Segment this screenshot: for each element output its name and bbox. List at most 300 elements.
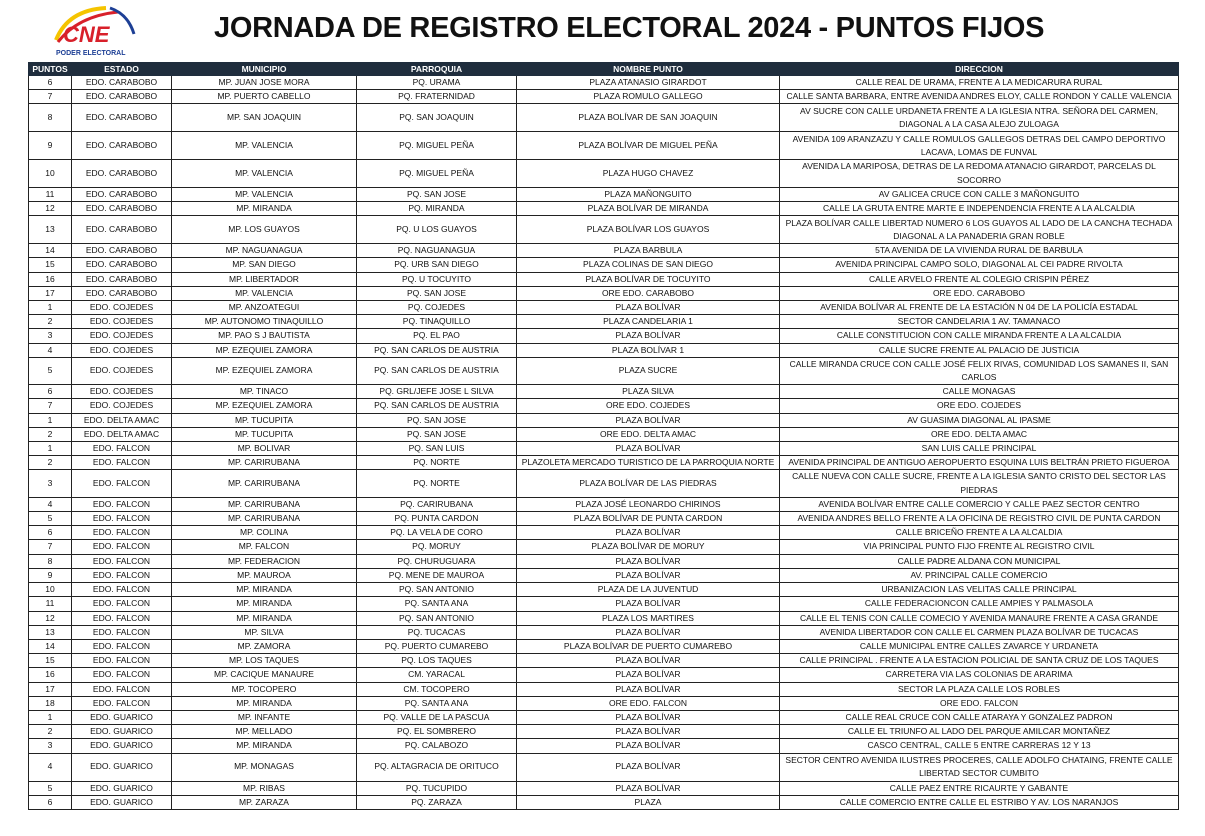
cell-estado: EDO. CARABOBO <box>72 132 172 160</box>
cell-puntos: 3 <box>29 739 72 753</box>
cell-direccion: AVENIDA ANDRES BELLO FRENTE A LA OFICINA DE REGISTRO CIVIL DE PUNTA CARDON <box>780 512 1179 526</box>
cell-direccion: CALLE REAL DE URAMA, FRENTE A LA MEDICARURA RURAL <box>780 76 1179 90</box>
cell-direccion: CALLE PRINCIPAL . FRENTE A LA ESTACION POLICIAL DE SANTA CRUZ DE LOS TAQUES <box>780 654 1179 668</box>
cell-nombre-punto: PLAZA HUGO CHAVEZ <box>517 160 780 187</box>
header-nombre-punto: NOMBRE PUNTO <box>517 63 780 76</box>
cell-nombre-punto: PLAZA DE LA JUVENTUD <box>517 583 780 597</box>
cell-direccion: URBANIZACION LAS VELITAS CALLE PRINCIPAL <box>780 583 1179 597</box>
cell-estado: EDO. FALCON <box>72 639 172 653</box>
table-row <box>29 286 1179 300</box>
cell-municipio: MP. PAO S J BAUTISTA <box>172 329 357 343</box>
cell-direccion: CALLE ARVELO FRENTE AL COLEGIO CRISPIN PÉREZ <box>780 272 1179 286</box>
cell-estado: EDO. FALCON <box>72 442 172 456</box>
cell-nombre-punto: PLAZA LOS MARTIRES <box>517 611 780 625</box>
cell-parroquia: PQ. EL SOMBRERO <box>357 725 517 739</box>
cell-parroquia: PQ. MIGUEL PEÑA <box>357 132 517 160</box>
cell-parroquia: PQ. GRL/JEFE JOSE L SILVA <box>357 385 517 399</box>
cell-direccion: AV GUASIMA DIAGONAL AL IPASME <box>780 413 1179 427</box>
cell-municipio: MP. TINACO <box>172 385 357 399</box>
cell-puntos: 4 <box>29 343 72 357</box>
cell-direccion: CALLE MUNICIPAL ENTRE CALLES ZAVARCE Y URDANETA <box>780 639 1179 653</box>
cell-municipio: MP. EZEQUIEL ZAMORA <box>172 399 357 413</box>
cell-estado: EDO. CARABOBO <box>72 90 172 104</box>
cell-puntos: 11 <box>29 187 72 201</box>
cell-parroquia: PQ. CHURUGUARA <box>357 554 517 568</box>
table-body <box>29 76 1179 810</box>
cell-municipio: MP. FEDERACION <box>172 554 357 568</box>
cell-estado: EDO. FALCON <box>72 668 172 682</box>
table-row <box>29 132 1179 160</box>
cell-parroquia: PQ. PUNTA CARDON <box>357 512 517 526</box>
cell-puntos: 17 <box>29 286 72 300</box>
cell-direccion: CALLE NUEVA CON CALLE SUCRE, FRENTE A LA IGLESIA SANTO CRISTO DEL SECTOR LAS PIEDRAS <box>780 470 1179 497</box>
cell-direccion: SECTOR CENTRO AVENIDA ILUSTRES PROCERES, CALLE ADOLFO CHATAING, FRENTE CALLE LIBERTAD SECTOR CUMBITO <box>780 753 1179 781</box>
cell-parroquia: PQ. ZARAZA <box>357 795 517 809</box>
cell-parroquia: PQ. CARIRUBANA <box>357 497 517 511</box>
cell-municipio: MP. LOS TAQUES <box>172 654 357 668</box>
cell-nombre-punto: PLAZA SILVA <box>517 385 780 399</box>
cell-municipio: MP. MONAGAS <box>172 753 357 781</box>
table-row <box>29 795 1179 809</box>
cell-estado: EDO. CARABOBO <box>72 216 172 244</box>
cell-estado: EDO. CARABOBO <box>72 160 172 187</box>
table-row <box>29 187 1179 201</box>
table-row <box>29 512 1179 526</box>
table-row <box>29 272 1179 286</box>
table-header-row <box>29 63 1179 76</box>
cell-municipio: MP. CARIRUBANA <box>172 512 357 526</box>
table-row <box>29 710 1179 724</box>
cell-puntos: 15 <box>29 654 72 668</box>
cell-parroquia: PQ. NAGUANAGUA <box>357 244 517 258</box>
cne-logo <box>48 4 138 58</box>
cell-estado: EDO. FALCON <box>72 540 172 554</box>
cell-estado: EDO. COJEDES <box>72 301 172 315</box>
cell-parroquia: PQ. FRATERNIDAD <box>357 90 517 104</box>
cell-nombre-punto: PLAZA BOLÍVAR <box>517 413 780 427</box>
cell-estado: EDO. FALCON <box>72 654 172 668</box>
table-row <box>29 315 1179 329</box>
cell-parroquia: PQ. CALABOZO <box>357 739 517 753</box>
table-row <box>29 357 1179 384</box>
cell-direccion: CARRETERA VIA LAS COLONIAS DE ARARIMA <box>780 668 1179 682</box>
cell-puntos: 8 <box>29 104 72 132</box>
table-row <box>29 597 1179 611</box>
cell-direccion: CALLE CONSTITUCION CON CALLE MIRANDA FRENTE A LA ALCALDIA <box>780 329 1179 343</box>
cell-municipio: MP. MIRANDA <box>172 739 357 753</box>
cell-estado: EDO. GUARICO <box>72 725 172 739</box>
cell-direccion: AVENIDA BOLÍVAR ENTRE CALLE COMERCIO Y CALLE PAEZ SECTOR CENTRO <box>780 497 1179 511</box>
cell-municipio: MP. CARIRUBANA <box>172 456 357 470</box>
cell-direccion: CASCO CENTRAL, CALLE 5 ENTRE CARRERAS 12 Y 13 <box>780 739 1179 753</box>
table-row <box>29 385 1179 399</box>
cell-parroquia: PQ. ALTAGRACIA DE ORITUCO <box>357 753 517 781</box>
cell-direccion: AV GALICEA CRUCE CON CALLE 3 MAÑONGUITO <box>780 187 1179 201</box>
cell-puntos: 4 <box>29 753 72 781</box>
cell-nombre-punto: PLAZA <box>517 795 780 809</box>
table-row <box>29 583 1179 597</box>
cell-parroquia: PQ. SANTA ANA <box>357 696 517 710</box>
cell-estado: EDO. GUARICO <box>72 739 172 753</box>
table-row <box>29 625 1179 639</box>
cell-municipio: MP. ZAMORA <box>172 639 357 653</box>
cell-nombre-punto: PLAZA CANDELARIA 1 <box>517 315 780 329</box>
header-parroquia: PARROQUIA <box>357 63 517 76</box>
table-row <box>29 244 1179 258</box>
cell-nombre-punto: PLAZA BOLÍVAR <box>517 526 780 540</box>
table-row <box>29 301 1179 315</box>
cell-puntos: 7 <box>29 399 72 413</box>
cell-municipio: MP. VALENCIA <box>172 132 357 160</box>
cell-municipio: MP. RIBAS <box>172 781 357 795</box>
cell-direccion: VIA PRINCIPAL PUNTO FIJO FRENTE AL REGISTRO CIVIL <box>780 540 1179 554</box>
cell-estado: EDO. GUARICO <box>72 753 172 781</box>
cell-direccion: 5TA AVENIDA DE LA VIVIENDA RURAL DE BARBULA <box>780 244 1179 258</box>
cell-puntos: 3 <box>29 470 72 497</box>
table-row <box>29 258 1179 272</box>
cell-direccion: CALLE MONAGAS <box>780 385 1179 399</box>
cell-estado: EDO. COJEDES <box>72 385 172 399</box>
cell-parroquia: PQ. TINAQUILLO <box>357 315 517 329</box>
cell-nombre-punto: PLAZA BOLÍVAR DE MORUY <box>517 540 780 554</box>
table-row <box>29 442 1179 456</box>
cell-puntos: 11 <box>29 597 72 611</box>
cell-parroquia: PQ. LOS TAQUES <box>357 654 517 668</box>
table-row <box>29 639 1179 653</box>
cell-direccion: CALLE FEDERACIONCON CALLE AMPIES Y PALMASOLA <box>780 597 1179 611</box>
cell-municipio: MP. FALCON <box>172 540 357 554</box>
table-row <box>29 682 1179 696</box>
cell-estado: EDO. FALCON <box>72 470 172 497</box>
cell-puntos: 15 <box>29 258 72 272</box>
cell-direccion: CALLE MIRANDA CRUCE CON CALLE JOSÉ FELIX RIVAS, COMUNIDAD LOS SAMANES II, SAN CARLOS <box>780 357 1179 384</box>
cell-municipio: MP. ANZOATEGUI <box>172 301 357 315</box>
table-row <box>29 90 1179 104</box>
cell-puntos: 17 <box>29 682 72 696</box>
table-row <box>29 654 1179 668</box>
header-puntos: PUNTOS <box>29 63 72 76</box>
cell-parroquia: PQ. PUERTO CUMAREBO <box>357 639 517 653</box>
cell-municipio: MP. MIRANDA <box>172 597 357 611</box>
cell-estado: EDO. FALCON <box>72 526 172 540</box>
cell-estado: EDO. COJEDES <box>72 357 172 384</box>
cell-estado: EDO. FALCON <box>72 554 172 568</box>
cell-direccion: PLAZA BOLÍVAR CALLE LIBERTAD NUMERO 6 LOS GUAYOS AL LADO DE LA CANCHA TECHADA DIAGONAL A LA PANADERIA GRAN ROBLE <box>780 216 1179 244</box>
cell-municipio: MP. JUAN JOSE MORA <box>172 76 357 90</box>
cell-nombre-punto: PLAZOLETA MERCADO TURISTICO DE LA PARROQUIA NORTE <box>517 456 780 470</box>
cell-nombre-punto: ORE EDO. FALCON <box>517 696 780 710</box>
cell-direccion: AVENIDA LIBERTADOR CON CALLE EL CARMEN PLAZA BOLÍVAR DE TUCACAS <box>780 625 1179 639</box>
cell-direccion: CALLE SUCRE FRENTE AL PALACIO DE JUSTICIA <box>780 343 1179 357</box>
cell-estado: EDO. FALCON <box>72 696 172 710</box>
cell-direccion: CALLE SANTA BARBARA, ENTRE AVENIDA ANDRES ELOY, CALLE RONDON Y CALLE VALENCIA <box>780 90 1179 104</box>
cell-nombre-punto: ORE EDO. CARABOBO <box>517 286 780 300</box>
cell-puntos: 12 <box>29 202 72 216</box>
cell-direccion: AVENIDA 109 ARANZAZU Y CALLE ROMULOS GALLEGOS DETRAS DEL CAMPO DEPORTIVO LACAVA, LOMAS DE FUNVAL <box>780 132 1179 160</box>
cell-direccion: AVENIDA LA MARIPOSA, DETRAS DE LA REDOMA ATANACIO GIRARDOT, PARCELAS DL SOCORRO <box>780 160 1179 187</box>
puntos-table <box>28 62 1179 810</box>
cell-puntos: 6 <box>29 385 72 399</box>
table-row <box>29 343 1179 357</box>
cell-municipio: MP. PUERTO CABELLO <box>172 90 357 104</box>
cell-nombre-punto: PLAZA BOLÍVAR <box>517 654 780 668</box>
cell-puntos: 14 <box>29 244 72 258</box>
table-row <box>29 668 1179 682</box>
table-row <box>29 526 1179 540</box>
cell-estado: EDO. FALCON <box>72 611 172 625</box>
cell-nombre-punto: PLAZA BOLÍVAR <box>517 301 780 315</box>
cell-nombre-punto: PLAZA BOLÍVAR <box>517 597 780 611</box>
cell-direccion: CALLE EL TENIS CON CALLE COMECIO Y AVENIDA MANAURE FRENTE A CASA GRANDE <box>780 611 1179 625</box>
cell-puntos: 18 <box>29 696 72 710</box>
cell-estado: EDO. FALCON <box>72 568 172 582</box>
cell-nombre-punto: PLAZA BOLÍVAR DE PUNTA CARDON <box>517 512 780 526</box>
cell-direccion: AVENIDA PRINCIPAL CAMPO SOLO, DIAGONAL AL CEI PADRE RIVOLTA <box>780 258 1179 272</box>
cell-puntos: 5 <box>29 357 72 384</box>
cell-estado: EDO. COJEDES <box>72 329 172 343</box>
cell-nombre-punto: PLAZA BOLÍVAR <box>517 554 780 568</box>
cell-puntos: 12 <box>29 611 72 625</box>
cell-estado: EDO. DELTA AMAC <box>72 413 172 427</box>
page-header <box>0 0 1205 60</box>
cell-parroquia: PQ. SAN ANTONIO <box>357 583 517 597</box>
cell-municipio: MP. COLINA <box>172 526 357 540</box>
cell-parroquia: PQ. SANTA ANA <box>357 597 517 611</box>
cell-puntos: 7 <box>29 90 72 104</box>
cell-direccion: CALLE PAEZ ENTRE RICAURTE Y GABANTE <box>780 781 1179 795</box>
cell-nombre-punto: PLAZA BOLÍVAR <box>517 442 780 456</box>
cell-parroquia: PQ. SAN CARLOS DE AUSTRIA <box>357 357 517 384</box>
header-municipio: MUNICIPIO <box>172 63 357 76</box>
cell-nombre-punto: PLAZA BOLÍVAR <box>517 753 780 781</box>
cell-parroquia: PQ. EL PAO <box>357 329 517 343</box>
cell-nombre-punto: PLAZA BARBULA <box>517 244 780 258</box>
cell-parroquia: PQ. U LOS GUAYOS <box>357 216 517 244</box>
cell-estado: EDO. CARABOBO <box>72 187 172 201</box>
cell-estado: EDO. CARABOBO <box>72 272 172 286</box>
cell-puntos: 9 <box>29 568 72 582</box>
table-row <box>29 540 1179 554</box>
cell-municipio: MP. CARIRUBANA <box>172 470 357 497</box>
cell-estado: EDO. GUARICO <box>72 710 172 724</box>
table-row <box>29 427 1179 441</box>
cell-municipio: MP. MELLADO <box>172 725 357 739</box>
cell-parroquia: PQ. TUCUPIDO <box>357 781 517 795</box>
cell-nombre-punto: PLAZA BOLÍVAR 1 <box>517 343 780 357</box>
cell-municipio: MP. SILVA <box>172 625 357 639</box>
cell-municipio: MP. VALENCIA <box>172 187 357 201</box>
cell-estado: EDO. FALCON <box>72 583 172 597</box>
cell-municipio: MP. SAN JOAQUIN <box>172 104 357 132</box>
cell-puntos: 16 <box>29 668 72 682</box>
cell-direccion: CALLE REAL CRUCE CON CALLE ATARAYA Y GONZALEZ PADRON <box>780 710 1179 724</box>
cell-municipio: MP. ZARAZA <box>172 795 357 809</box>
table-row <box>29 725 1179 739</box>
cell-direccion: ORE EDO. CARABOBO <box>780 286 1179 300</box>
cell-nombre-punto: PLAZA BOLÍVAR DE MIGUEL PEÑA <box>517 132 780 160</box>
cell-municipio: MP. SAN DIEGO <box>172 258 357 272</box>
cell-estado: EDO. CARABOBO <box>72 104 172 132</box>
table-row <box>29 696 1179 710</box>
cell-municipio: MP. LOS GUAYOS <box>172 216 357 244</box>
cell-municipio: MP. VALENCIA <box>172 286 357 300</box>
cell-puntos: 7 <box>29 540 72 554</box>
cell-puntos: 1 <box>29 301 72 315</box>
logo-text: CNE <box>63 22 110 47</box>
cell-puntos: 2 <box>29 315 72 329</box>
cell-parroquia: PQ. NORTE <box>357 470 517 497</box>
table-row <box>29 739 1179 753</box>
cell-nombre-punto: PLAZA ROMULO GALLEGO <box>517 90 780 104</box>
cell-municipio: MP. MIRANDA <box>172 583 357 597</box>
cell-parroquia: PQ. LA VELA DE CORO <box>357 526 517 540</box>
cell-nombre-punto: PLAZA BOLÍVAR <box>517 725 780 739</box>
cell-parroquia: PQ. SAN CARLOS DE AUSTRIA <box>357 343 517 357</box>
cell-direccion: AVENIDA PRINCIPAL DE ANTIGUO AEROPUERTO ESQUINA LUIS BELTRÁN PRIETO FIGUEROA <box>780 456 1179 470</box>
cell-puntos: 2 <box>29 725 72 739</box>
cell-parroquia: PQ. URB SAN DIEGO <box>357 258 517 272</box>
cell-municipio: MP. TOCOPERO <box>172 682 357 696</box>
cell-nombre-punto: PLAZA MAÑONGUITO <box>517 187 780 201</box>
logo-subtext: PODER ELECTORAL <box>56 50 126 57</box>
cell-direccion: ORE EDO. DELTA AMAC <box>780 427 1179 441</box>
cell-puntos: 4 <box>29 497 72 511</box>
table-row <box>29 753 1179 781</box>
cell-nombre-punto: PLAZA BOLÍVAR <box>517 781 780 795</box>
cell-municipio: MP. MIRANDA <box>172 611 357 625</box>
header-direccion: DIRECCION <box>780 63 1179 76</box>
cell-municipio: MP. CACIQUE MANAURE <box>172 668 357 682</box>
cell-puntos: 8 <box>29 554 72 568</box>
cell-direccion: AVENIDA BOLÍVAR AL FRENTE DE LA ESTACIÓN N 04 DE LA POLICÍA ESTADAL <box>780 301 1179 315</box>
cell-estado: EDO. FALCON <box>72 456 172 470</box>
cell-puntos: 9 <box>29 132 72 160</box>
cell-puntos: 6 <box>29 76 72 90</box>
cell-parroquia: PQ. SAN JOSE <box>357 427 517 441</box>
cell-estado: EDO. GUARICO <box>72 795 172 809</box>
cell-estado: EDO. DELTA AMAC <box>72 427 172 441</box>
cell-parroquia: PQ. SAN JOSE <box>357 286 517 300</box>
cell-estado: EDO. COJEDES <box>72 315 172 329</box>
cell-nombre-punto: PLAZA BOLÍVAR DE MIRANDA <box>517 202 780 216</box>
cell-direccion: ORE EDO. FALCON <box>780 696 1179 710</box>
cell-direccion: CALLE LA GRUTA ENTRE MARTE E INDEPENDENCIA FRENTE A LA ALCALDIA <box>780 202 1179 216</box>
table-row <box>29 104 1179 132</box>
cell-estado: EDO. FALCON <box>72 625 172 639</box>
cell-puntos: 1 <box>29 442 72 456</box>
cell-estado: EDO. CARABOBO <box>72 202 172 216</box>
cell-parroquia: PQ. SAN LUIS <box>357 442 517 456</box>
cell-municipio: MP. AUTONOMO TINAQUILLO <box>172 315 357 329</box>
cell-puntos: 6 <box>29 526 72 540</box>
cell-nombre-punto: PLAZA ATANASIO GIRARDOT <box>517 76 780 90</box>
cell-puntos: 1 <box>29 413 72 427</box>
cell-puntos: 2 <box>29 456 72 470</box>
cell-nombre-punto: PLAZA BOLÍVAR <box>517 668 780 682</box>
cell-parroquia: PQ. SAN JOSE <box>357 187 517 201</box>
cell-puntos: 13 <box>29 216 72 244</box>
cell-estado: EDO. FALCON <box>72 497 172 511</box>
cell-parroquia: PQ. COJEDES <box>357 301 517 315</box>
cell-nombre-punto: PLAZA BOLÍVAR <box>517 329 780 343</box>
cell-municipio: MP. MIRANDA <box>172 202 357 216</box>
cell-municipio: MP. MIRANDA <box>172 696 357 710</box>
table-row <box>29 76 1179 90</box>
cell-nombre-punto: PLAZA BOLÍVAR <box>517 682 780 696</box>
table-row <box>29 568 1179 582</box>
table-row <box>29 470 1179 497</box>
cell-municipio: MP. VALENCIA <box>172 160 357 187</box>
cell-municipio: MP. TUCUPITA <box>172 427 357 441</box>
cell-parroquia: PQ. SAN JOAQUIN <box>357 104 517 132</box>
cell-estado: EDO. CARABOBO <box>72 244 172 258</box>
cell-estado: EDO. COJEDES <box>72 343 172 357</box>
cell-puntos: 1 <box>29 710 72 724</box>
cell-estado: EDO. CARABOBO <box>72 76 172 90</box>
cell-direccion: SAN LUIS CALLE PRINCIPAL <box>780 442 1179 456</box>
cell-estado: EDO. FALCON <box>72 512 172 526</box>
cell-direccion: CALLE EL TRIUNFO AL LADO DEL PARQUE AMILCAR MONTAÑEZ <box>780 725 1179 739</box>
cell-parroquia: PQ. U TOCUYITO <box>357 272 517 286</box>
cell-puntos: 13 <box>29 625 72 639</box>
cell-parroquia: PQ. URAMA <box>357 76 517 90</box>
cell-nombre-punto: PLAZA BOLÍVAR DE LAS PIEDRAS <box>517 470 780 497</box>
cell-direccion: AV SUCRE CON CALLE URDANETA FRENTE A LA IGLESIA NTRA. SEÑORA DEL CARMEN, DIAGONAL A LA CASA ALEJO ZULOAGA <box>780 104 1179 132</box>
cell-estado: EDO. GUARICO <box>72 781 172 795</box>
cell-nombre-punto: PLAZA COLINAS DE SAN DIEGO <box>517 258 780 272</box>
cell-puntos: 10 <box>29 160 72 187</box>
cell-parroquia: PQ. MIGUEL PEÑA <box>357 160 517 187</box>
cell-municipio: MP. INFANTE <box>172 710 357 724</box>
header-estado: ESTADO <box>72 63 172 76</box>
cell-estado: EDO. CARABOBO <box>72 286 172 300</box>
cell-puntos: 2 <box>29 427 72 441</box>
cell-municipio: MP. LIBERTADOR <box>172 272 357 286</box>
cell-parroquia: CM. YARACAL <box>357 668 517 682</box>
cell-direccion: SECTOR CANDELARIA 1 AV. TAMANACO <box>780 315 1179 329</box>
cell-nombre-punto: PLAZA BOLÍVAR DE SAN JOAQUIN <box>517 104 780 132</box>
cell-nombre-punto: PLAZA JOSÉ LEONARDO CHIRINOS <box>517 497 780 511</box>
table-row <box>29 202 1179 216</box>
table-row <box>29 611 1179 625</box>
cell-parroquia: CM. TOCOPERO <box>357 682 517 696</box>
cell-municipio: MP. NAGUANAGUA <box>172 244 357 258</box>
cell-parroquia: PQ. SAN CARLOS DE AUSTRIA <box>357 399 517 413</box>
cell-municipio: MP. TUCUPITA <box>172 413 357 427</box>
cell-parroquia: PQ. SAN ANTONIO <box>357 611 517 625</box>
cell-direccion: SECTOR LA PLAZA CALLE LOS ROBLES <box>780 682 1179 696</box>
cell-parroquia: PQ. MIRANDA <box>357 202 517 216</box>
cell-nombre-punto: PLAZA BOLÍVAR DE TOCUYITO <box>517 272 780 286</box>
cell-nombre-punto: PLAZA BOLÍVAR <box>517 739 780 753</box>
cell-nombre-punto: ORE EDO. COJEDES <box>517 399 780 413</box>
cell-estado: EDO. FALCON <box>72 682 172 696</box>
table-row <box>29 160 1179 187</box>
table-row <box>29 216 1179 244</box>
cell-parroquia: PQ. VALLE DE LA PASCUA <box>357 710 517 724</box>
cell-puntos: 6 <box>29 795 72 809</box>
table-row <box>29 497 1179 511</box>
table-row <box>29 456 1179 470</box>
cell-nombre-punto: PLAZA BOLÍVAR <box>517 625 780 639</box>
cell-nombre-punto: PLAZA BOLÍVAR <box>517 710 780 724</box>
cell-puntos: 16 <box>29 272 72 286</box>
cell-municipio: MP. MAUROA <box>172 568 357 582</box>
cell-nombre-punto: PLAZA BOLÍVAR LOS GUAYOS <box>517 216 780 244</box>
page-title: JORNADA DE REGISTRO ELECTORAL 2024 - PUNTOS FIJOS <box>214 12 1045 44</box>
cell-nombre-punto: ORE EDO. DELTA AMAC <box>517 427 780 441</box>
cell-direccion: CALLE PADRE ALDANA CON MUNICIPAL <box>780 554 1179 568</box>
